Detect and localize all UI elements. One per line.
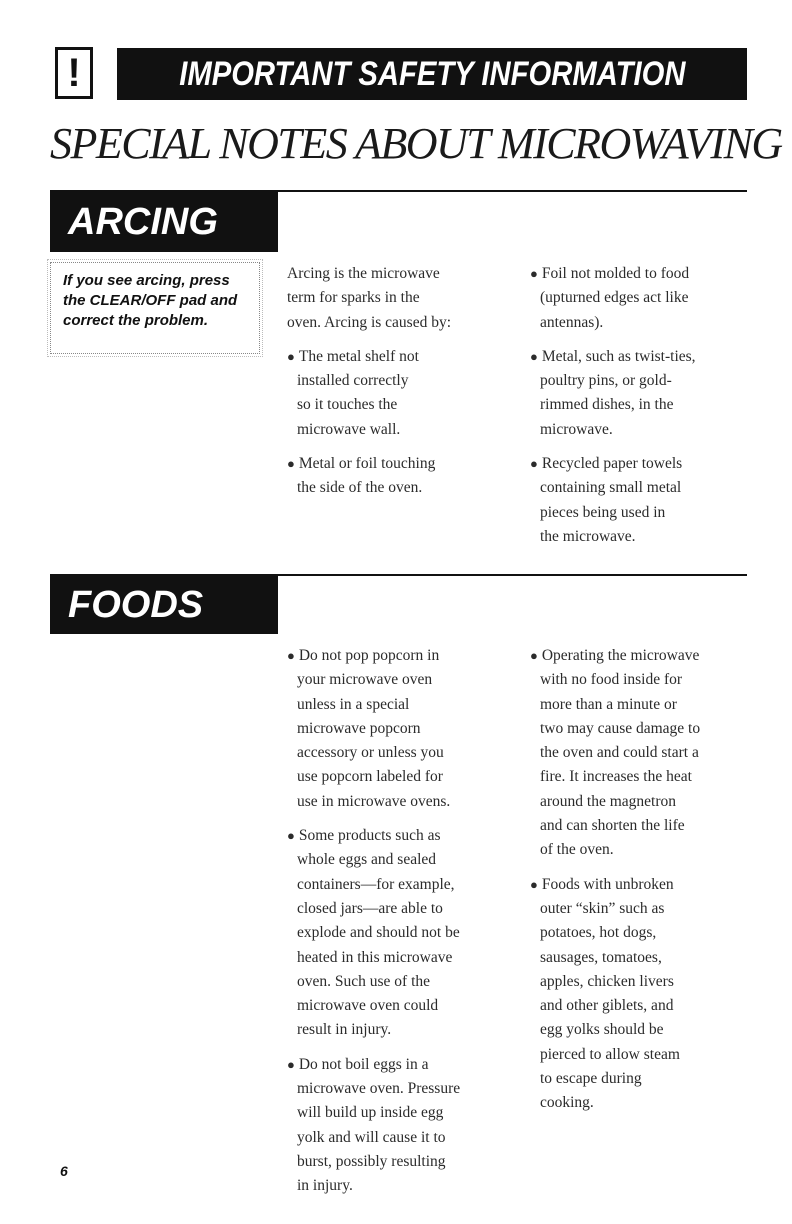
text-line: Arcing is the microwave: [287, 265, 440, 282]
text-line: (upturned edges act like: [540, 289, 689, 307]
text-line: and other giblets, and: [540, 997, 674, 1015]
text-line: sausages, tomatoes,: [540, 948, 662, 966]
text-line: with no food inside for: [540, 671, 683, 689]
text-line: Foods with unbroken: [541, 875, 674, 893]
text-line: potatoes, hot dogs,: [540, 924, 657, 942]
text-line: term for sparks in the: [287, 289, 420, 307]
tip-line: If you see arcing, press: [63, 272, 230, 289]
arcing-heading: ARCING: [68, 200, 218, 243]
text-line: Do not pop popcorn in: [298, 647, 440, 664]
text-line: yolk and will cause it to: [297, 1128, 446, 1146]
text-line: microwave wall.: [297, 420, 401, 438]
text-line: whole eggs and sealed: [297, 851, 437, 869]
text-line: containing small metal: [540, 479, 682, 497]
list-item: ● Foil not molded to food (upturned edges act like antennas).: [530, 262, 696, 335]
arcing-intro: [287, 262, 451, 335]
text-line: heated in this microwave: [297, 948, 453, 966]
text-line: result in injury.: [297, 1021, 392, 1039]
text-line: your microwave oven: [297, 671, 433, 689]
banner-text: IMPORTANT SAFETY INFORMATION: [178, 54, 686, 93]
page-title: SPECIAL NOTES ABOUT MICROWAVING: [50, 119, 782, 168]
tip-line: correct the problem.: [63, 312, 209, 329]
foods-heading: FOODS: [68, 583, 204, 626]
text-line: Do not boil eggs in a: [298, 1055, 429, 1073]
text-line: pierced to allow steam: [540, 1045, 680, 1063]
text-line: more than a minute or: [540, 695, 677, 713]
tip-line: the CLEAR/OFF pad and: [63, 292, 238, 309]
text-line: cooking.: [540, 1094, 594, 1112]
list-item: ● Foods with unbroken outer “skin” such as potatoes, hot dogs, sausages, tomatoes, apples, chicken livers and other giblets, and egg yolks should be pierced to allow steam to escape during cooking.: [530, 873, 700, 1116]
text-line: microwave oven. Pressure: [297, 1080, 461, 1098]
list-item: ● The metal shelf not installed correctly so it touches the microwave wall.: [287, 345, 451, 442]
exclamation-icon: !: [67, 51, 81, 95]
list-item: ● Operating the microwave with no food inside for more than a minute or two may cause damage to the oven and could start a fire. It increases the heat around the magnetron and can shorten the life of the oven.: [530, 644, 700, 863]
text-line: Some products such as: [298, 827, 441, 845]
safety-banner: [117, 48, 747, 100]
text-line: to escape during: [540, 1070, 642, 1088]
list-item: ● Metal or foil touching the side of the oven.: [287, 452, 451, 501]
text-line: The metal shelf not: [298, 347, 419, 365]
text-line: the side of the oven.: [297, 479, 423, 497]
text-line: Metal, such as twist-ties,: [541, 347, 696, 365]
text-line: outer “skin” such as: [540, 899, 665, 917]
foods-column-2: [530, 644, 700, 1126]
text-line: use popcorn labeled for: [297, 768, 443, 786]
text-line: egg yolks should be: [540, 1021, 664, 1039]
text-line: oven. Arcing is caused by:: [287, 313, 452, 331]
text-line: explode and should not be: [297, 924, 460, 942]
list-item: ● Some products such as whole eggs and sealed containers—for example, closed jars—are able to explode and should not be heated in this microwave oven. Such use of the microwave oven could result in injury.: [287, 824, 460, 1043]
warning-box: [55, 47, 93, 99]
text-line: unless in a special: [297, 695, 410, 713]
list-item: ● Recycled paper towels containing small metal pieces being used in the microwave.: [530, 452, 696, 549]
text-line: pieces being used in: [540, 503, 666, 521]
text-line: Foil not molded to food: [541, 265, 690, 282]
list-item: ● Do not pop popcorn in your microwave oven unless in a special microwave popcorn accessory or unless you use popcorn labeled for use in microwave ovens.: [287, 644, 460, 814]
text-line: in injury.: [297, 1177, 353, 1195]
text-line: burst, possibly resulting: [297, 1152, 446, 1170]
text-line: will build up inside egg: [297, 1104, 444, 1122]
text-line: rimmed dishes, in the: [540, 396, 674, 414]
arcing-tip-box: [50, 262, 260, 354]
arcing-column-1: [287, 262, 451, 511]
text-line: antennas).: [540, 313, 604, 331]
text-line: microwave oven could: [297, 997, 439, 1015]
text-line: poultry pins, or gold-: [540, 372, 672, 390]
text-line: microwave.: [540, 420, 613, 438]
text-line: use in microwave ovens.: [297, 792, 451, 810]
text-line: fire. It increases the heat: [540, 768, 692, 786]
text-line: apples, chicken livers: [540, 972, 674, 990]
list-item: ● Do not boil eggs in a microwave oven. Pressure will build up inside egg yolk and will cause it to burst, possibly resulting in injury.: [287, 1053, 460, 1199]
text-line: around the magnetron: [540, 792, 677, 810]
foods-heading-tab: [50, 576, 278, 634]
text-line: and can shorten the life: [540, 817, 685, 835]
text-line: of the oven.: [540, 841, 614, 859]
text-line: closed jars—are able to: [297, 899, 443, 917]
page-number: 6: [60, 1163, 68, 1179]
text-line: installed correctly: [297, 372, 409, 390]
text-line: Metal or foil touching: [298, 455, 436, 473]
text-line: Operating the microwave: [541, 647, 700, 664]
text-line: two may cause damage to: [540, 719, 701, 737]
list-item: ● Metal, such as twist-ties, poultry pins, or gold- rimmed dishes, in the microwave.: [530, 345, 696, 442]
text-line: microwave popcorn: [297, 719, 421, 737]
text-line: Recycled paper towels: [541, 455, 683, 473]
text-line: oven. Such use of the: [297, 972, 431, 990]
text-line: containers—for example,: [297, 875, 455, 893]
text-line: accessory or unless you: [297, 744, 444, 762]
foods-column-1: [287, 644, 460, 1209]
arcing-column-2: [530, 262, 696, 559]
text-line: the oven and could start a: [540, 744, 699, 762]
text-line: the microwave.: [540, 527, 636, 545]
text-line: so it touches the: [297, 396, 398, 414]
arcing-heading-tab: [50, 192, 278, 252]
